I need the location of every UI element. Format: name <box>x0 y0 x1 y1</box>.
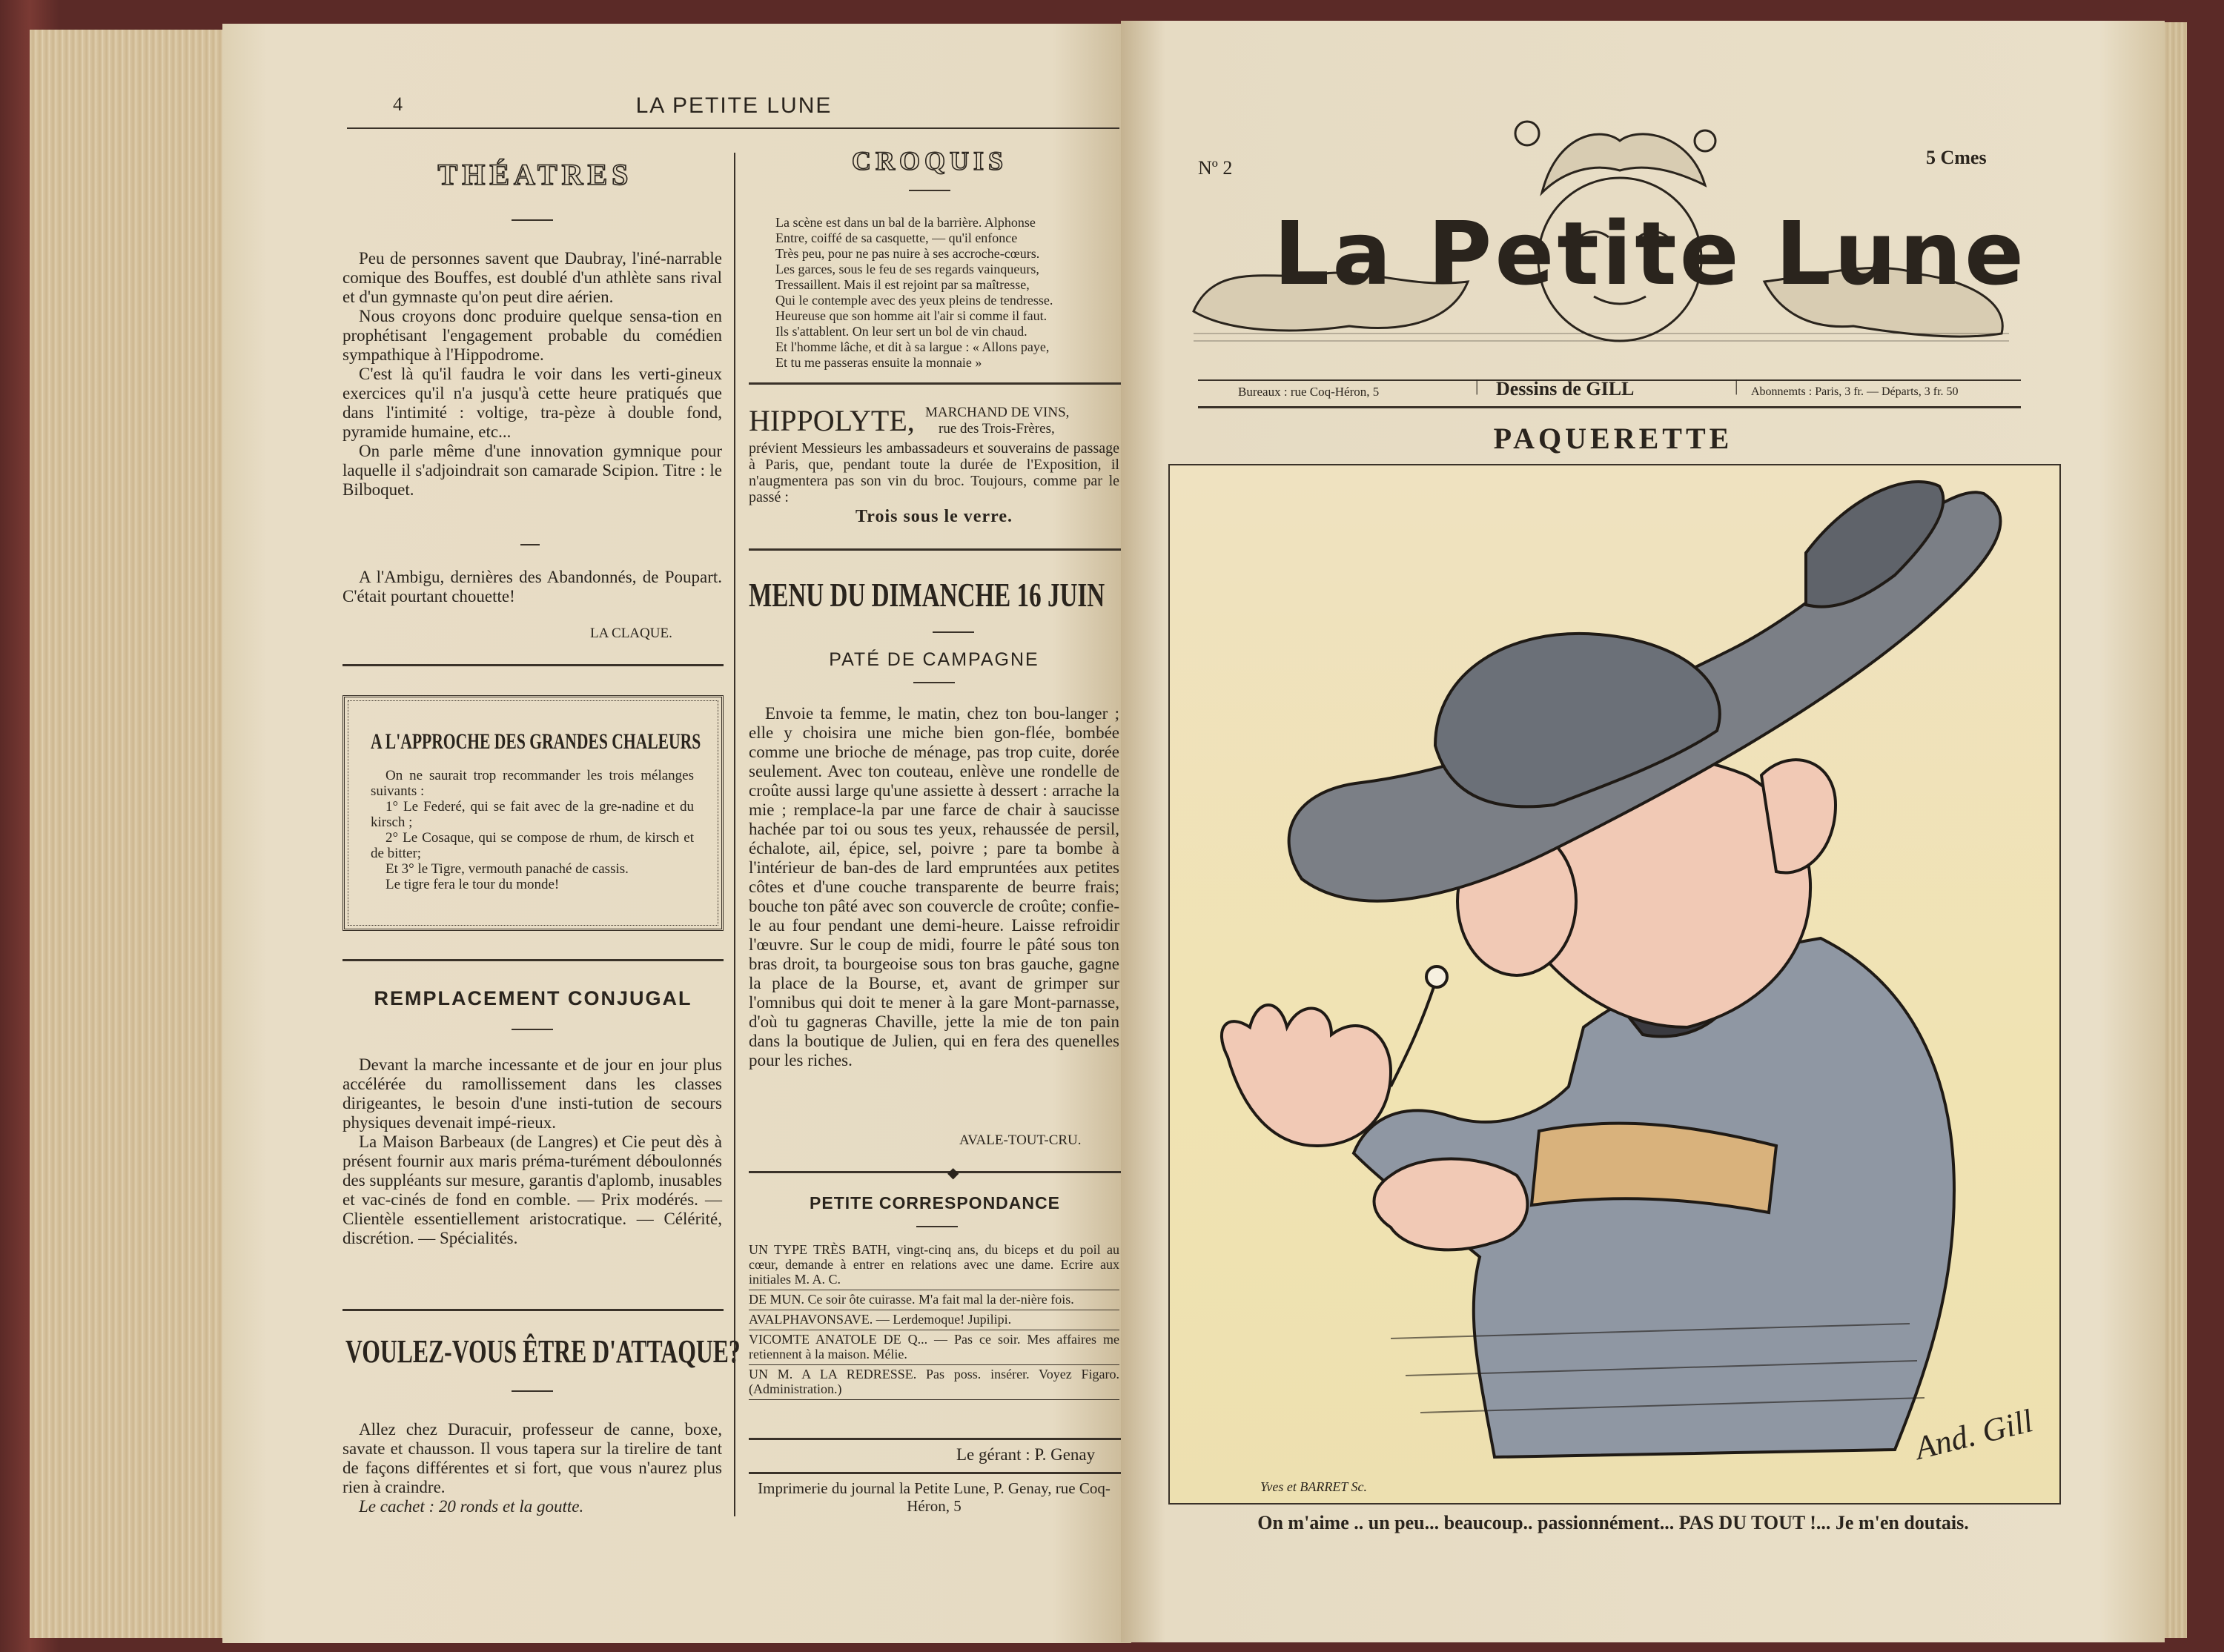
menu-heading: MENU DU DIMANCHE 16 JUIN <box>749 576 1105 614</box>
approche-article <box>371 768 694 892</box>
poem-line: Ils s'attablent. On leur sert un bol de vin chaud. <box>775 324 1027 339</box>
paragraph: Nous croyons donc produire quelque sensa-tion en prophétisant l'engagement probable du comédien sympathique à l'Hippodrome. <box>342 307 722 364</box>
section-rule <box>749 1438 1121 1440</box>
page-number: 4 <box>393 93 403 115</box>
list-item: 1° Le Federé, qui se fait avec de la gre-nadine et du kirsch ; <box>371 799 694 830</box>
hand-right <box>1374 1159 1528 1250</box>
dessins-line: Dessins de GILL <box>1496 378 1635 399</box>
correspondance-list <box>749 1241 1119 1400</box>
daisy-stem <box>1391 983 1435 1087</box>
hippolyte-slogan: Trois sous le verre. <box>855 507 1013 526</box>
list-item: 2° Le Cosaque, qui se compose de rhum, de kirsch et de bitter; <box>371 830 694 861</box>
poem-line: Très peu, pour ne pas nuire à ses accroche-cœurs. <box>775 246 1040 261</box>
divider <box>520 544 540 545</box>
section-rule <box>342 959 724 961</box>
divider <box>913 682 955 683</box>
section-rule <box>342 1309 724 1311</box>
separator: | <box>1475 376 1479 395</box>
section-rule <box>749 382 1121 385</box>
hand-left <box>1222 1005 1391 1146</box>
engraver-credit: Yves et BARRET Sc. <box>1260 1479 1367 1494</box>
ambigu-paragraph: A l'Ambigu, dernières des Abandonnés, de Poupart. C'était pourtant chouette! <box>342 568 722 606</box>
header-rule <box>347 127 1119 129</box>
divider <box>512 1029 553 1030</box>
illustration-title: PAQUERETTE <box>1493 422 1733 455</box>
diamond-ornament: ◆ <box>947 1165 959 1181</box>
issue-number: Nº 2 <box>1198 157 1233 179</box>
correspondance-entry: AVALPHAVONSAVE. — Lerdemoque! Jupilipi. <box>749 1310 1119 1330</box>
paragraph: Le cachet : 20 ronds et la goutte. <box>359 1497 584 1516</box>
menu-subheading: PATÉ DE CAMPAGNE <box>829 649 1039 670</box>
column-rule <box>734 153 735 1516</box>
paragraph: Allez chez Duracuir, professeur de canne, boxe, savate et chausson. Il vous tapera sur la tirelire de tant de façons différentes et si fort, que vous n'aurez plus rien à craindre. <box>342 1420 722 1496</box>
paragraph: La Maison Barbeaux (de Langres) et Cie peut dès à présent fournir aux maris préma-turément déboulonnés des suppléants sur mesure, garantis d'aplomb, inusables et vac-cinés de fond en comble. — Prix modérés. — Clientèle essentiellement aristocratique. — Célérité, discrétion. — Spécialités. <box>342 1132 722 1247</box>
attaque-heading: VOULEZ-VOUS ÊTRE D'ATTAQUE? <box>345 1333 741 1370</box>
correspondance-entry: VICOMTE ANATOLE DE Q... — Pas ce soir. Mes affaires me retiennent à la maison. Mélie. <box>749 1330 1119 1365</box>
paragraph: Le tigre fera le tour du monde! <box>385 877 560 892</box>
imprimerie-line: Imprimerie du journal la Petite Lune, P. Genay, rue Coq-Héron, 5 <box>758 1479 1111 1515</box>
bureaux-line: Bureaux : rue Coq-Héron, 5 <box>1238 385 1380 399</box>
approche-heading: A L'APPROCHE DES GRANDES CHALEURS <box>371 729 701 754</box>
attaque-article <box>342 1420 722 1516</box>
divider <box>512 1390 553 1392</box>
abonnements-line: Abonnemts : Paris, 3 fr. — Départs, 3 fr. 50 <box>1751 385 1959 398</box>
menu-text: Envoie ta femme, le matin, chez ton bou-langer ; elle y choisira une miche bien gon-flée, bombée comme une brioche de ménage, pas trop cuite, dorée seulement. Avec ton couteau, enlève une rondelle de croûte aussi large qu'une assiette à dessert : arrache la mie ; remplace-la par une farce de chair à saucisse hachée par toi ou sous tes yeux, rehaussée de persil, échalote, ail, épice, sel, poivre ; pare ta bombe à l'intérieur de ban-des de lard empruntées aux petites côtes et d'une couche transparente de beurre frais; bouche ton pâté avec son couvercle de croûte; confie-le au four pendant une demi-heure. Laisse refroidir l'œuvre. Sur le coup de midi, fourre le pâté sous ton bras droit, ta bourgeoise sous ton bras gauche, gagne la place de la Bourse, et, avant de grimper sur l'omnibus qui doit te mener à la gare Mont-parnasse, d'où tu gagneras Chaville, jette la mie de ton pain dans la boutique de Julien, qui en fera des quenelles pour les riches. <box>749 704 1119 1069</box>
page-edges-left <box>30 30 230 1638</box>
section-rule <box>342 664 724 666</box>
paragraph: Peu de personnes savent que Daubray, l'iné-narrable comique des Bouffes, est doublé d'un athlète sans rival et d'un gymnaste qu'on peut dire aérien. <box>342 249 722 306</box>
paragraph: On parle même d'une innovation gymnique pour laquelle il s'adjoindrait son camarade Scipion. Titre : le Bilboquet. <box>342 442 722 499</box>
poem-line: La scène est dans un bal de la barrière. Alphonse <box>775 215 1036 230</box>
poem-line: Les garces, sous le feu de ses regards vainqueurs, <box>775 262 1039 276</box>
separator: | <box>1735 376 1738 395</box>
section-rule <box>749 1171 1121 1173</box>
paragraph: On ne saurait trop recommander les trois mélanges suivants : <box>371 768 694 799</box>
artist-signature: And. Gill <box>1911 1402 2036 1467</box>
signature-la-claque: LA CLAQUE. <box>590 626 672 641</box>
gerant-line: Le gérant : P. Genay <box>956 1445 1096 1464</box>
daisy-flower <box>1426 966 1447 987</box>
belt <box>1532 1124 1776 1213</box>
section-rule <box>749 548 1121 551</box>
poem-line: Qui le contemple avec des yeux pleins de tendresse. <box>775 293 1053 308</box>
section-rule <box>749 1472 1121 1474</box>
hippolyte-name: HIPPOLYTE, <box>749 404 915 437</box>
croquis-heading: CROQUIS <box>851 146 1008 176</box>
hippolyte-address: rue des Trois-Frères, <box>939 421 1055 437</box>
divider <box>933 631 974 633</box>
theatres-heading: THÉATRES <box>437 158 633 191</box>
correspondance-entry: UN TYPE TRÈS BATH, vingt-cinq ans, du biceps et du poil au cœur, demande à entrer en relations avec une dame. Ecrire aux initiales M. A. C. <box>749 1241 1119 1290</box>
poem-line: Et l'homme lâche, et dit à sa largue : « Allons paye, <box>775 339 1050 354</box>
divider <box>909 190 950 191</box>
hippolyte-text: prévient Messieurs les ambassadeurs et souverains de passage à Paris, que, pendant toute la durée de l'Exposition, il n'augmentera pas son vin du broc. Toujours, comme par le passé : <box>749 440 1119 505</box>
signature-avale-tout-cru: AVALE-TOUT-CRU. <box>959 1132 1082 1148</box>
paragraph: C'est là qu'il faudra le voir dans les verti-gineux exercices qu'il n'a jusqu'à cette heure pratiqués que dans l'intimité : voltige, tra-pèze à double fond, pyramide humaine, etc... <box>342 365 722 441</box>
poem-line: Et tu me passeras ensuite la monnaie » <box>775 355 982 370</box>
remplacement-heading: REMPLACEMENT CONJUGAL <box>374 987 692 1009</box>
cap-bell <box>1515 122 1539 145</box>
poem-line: Tressaillent. Mais il est rejoint par sa maîtresse, <box>775 277 1030 292</box>
paragraph: Devant la marche incessante et de jour en jour plus accélérée du ramollissement dans les classes dirigeantes, le besoin d'une insti-tution de secours physiques devenait impé-rieux. <box>342 1055 722 1132</box>
poem-line: Entre, coiffé de sa casquette, — qu'il enfonce <box>775 230 1018 245</box>
divider <box>916 1226 958 1227</box>
running-title: LA PETITE LUNE <box>635 93 833 118</box>
correspondance-entry: UN M. A LA REDRESSE. Pas poss. insérer. Voyez Figaro. (Administration.) <box>749 1365 1119 1400</box>
list-item: Et 3° le Tigre, vermouth panaché de cassis. <box>385 861 629 877</box>
ear <box>1761 760 1836 872</box>
masthead-rule-bottom <box>1198 406 2021 408</box>
croquis-poem <box>775 215 1124 371</box>
remplacement-article <box>342 1055 722 1248</box>
issue-price: 5 Cmes <box>1926 147 1987 168</box>
hippolyte-trade: MARCHAND DE VINS, <box>925 405 1070 420</box>
cap-bell <box>1695 130 1715 151</box>
illustration-caption: On m'aime .. un peu... beaucoup.. passionnément... PAS DU TOUT !... Je m'en doutais. <box>1257 1512 1969 1533</box>
caricature-drawing <box>1168 464 2058 1502</box>
correspondance-entry: DE MUN. Ce soir ôte cuirasse. M'a fait mal la der-nière fois. <box>749 1290 1119 1310</box>
poem-line: Heureuse que son homme ait l'air si comme il faut. <box>775 308 1048 323</box>
divider <box>512 219 553 221</box>
masthead-logo: La Petite Lune <box>1274 202 2028 305</box>
page-edges-right <box>2165 22 2187 1638</box>
theatres-article <box>342 249 722 500</box>
correspondance-heading: PETITE CORRESPONDANCE <box>810 1193 1060 1213</box>
